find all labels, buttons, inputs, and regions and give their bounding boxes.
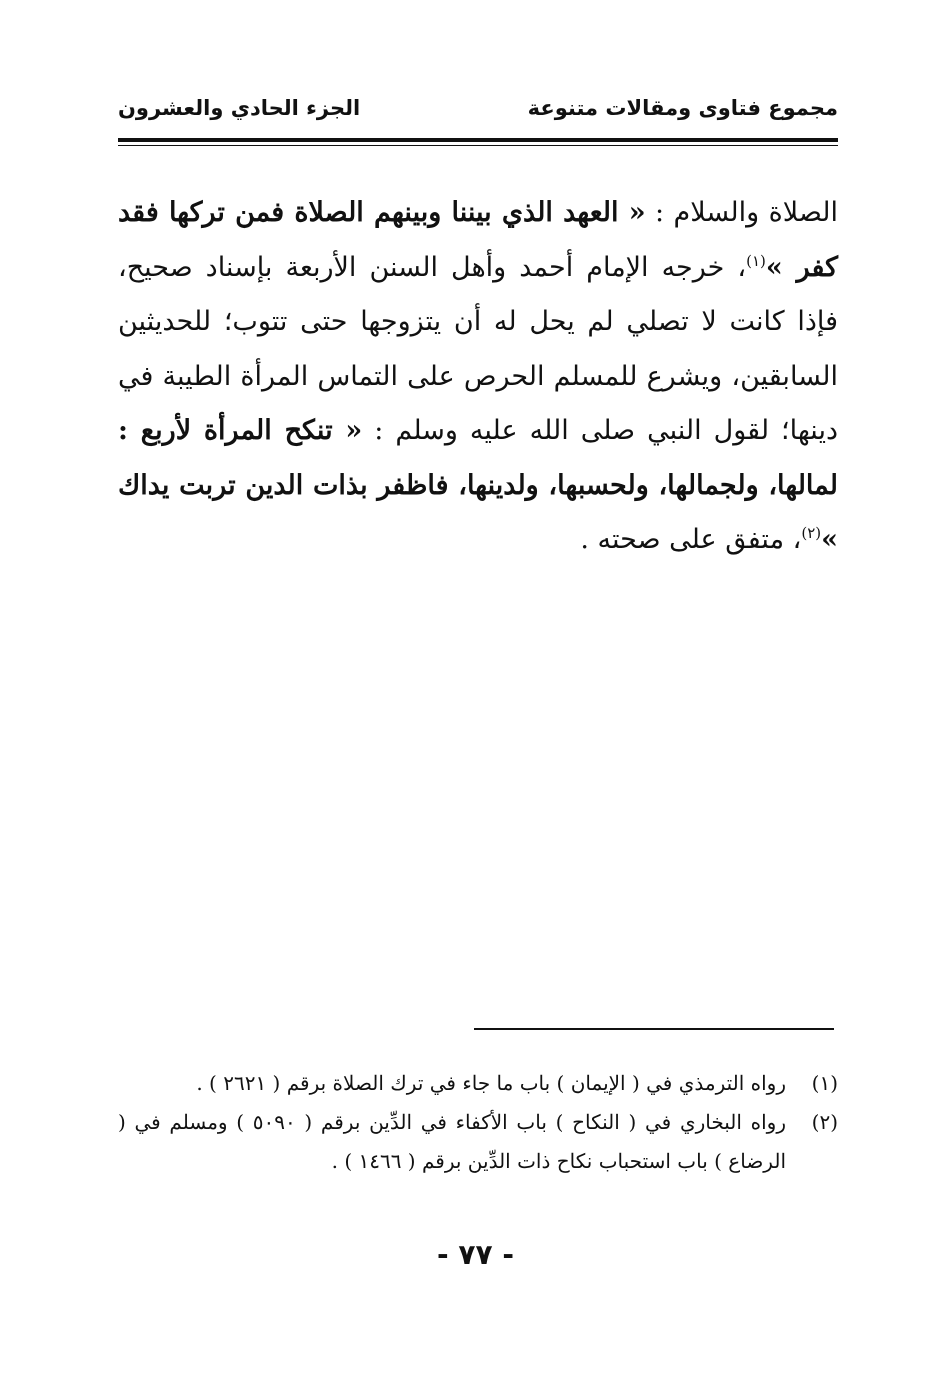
page-number: - ٧٧ - xyxy=(437,1238,514,1271)
hadith-quote: « العهد الذي بيننا وبينهم الصلاة فمن تركها فقد كفر » xyxy=(118,197,839,283)
footnote-number: (٢) xyxy=(811,1110,838,1134)
running-header xyxy=(118,96,838,130)
header-rule-thick xyxy=(118,138,838,142)
header-rule-thin xyxy=(118,145,838,146)
text-segment: ، خرجه الإمام أحمد وأهل السنن الأربعة بإسناد صحيح، فإذا كانت لا تصلي لم يحل له أن يتزوجها حتى تتوب؛ للحديثين السابقين، ويشرع للمسلم الحرص على التماس المرأة الطيبة في دينها؛ لقول النبي صلى الله عليه وسلم : xyxy=(118,251,838,446)
book-title: مجموع فتاوى ومقالات متنوعة xyxy=(527,96,838,120)
volume-label: الجزء الحادي والعشرون xyxy=(118,96,361,120)
text-segment: ، متفق على صحته . xyxy=(580,524,802,555)
text-segment: الصلاة والسلام : xyxy=(645,197,838,228)
footnote-separator xyxy=(474,1028,834,1030)
hadith-quote: « تنكح المرأة لأربع : لمالها، ولجمالها، ولحسبها، ولدينها، فاظفر بذات الدين تربت يداك » xyxy=(118,415,838,555)
footnote-ref: (٢) xyxy=(801,524,822,542)
footnote-ref: (١) xyxy=(746,251,766,270)
footnote-number: (١) xyxy=(811,1071,838,1095)
footnotes xyxy=(118,1064,838,1181)
footnote xyxy=(118,1103,838,1181)
footnote-text: رواه الترمذي في ( الإيمان ) باب ما جاء في ترك الصلاة برقم ( ٢٦٢١ ) . xyxy=(196,1071,786,1095)
main-text xyxy=(118,186,838,568)
footnote-text: رواه البخاري في ( النكاح ) باب الأكفاء في الدِّين برقم ( ٥٠٩٠ ) ومسلم في ( الرضاع ) باب استحباب نكاح ذات الدِّين برقم ( ١٤٦٦ ) . xyxy=(118,1110,786,1173)
footnote xyxy=(118,1064,838,1103)
